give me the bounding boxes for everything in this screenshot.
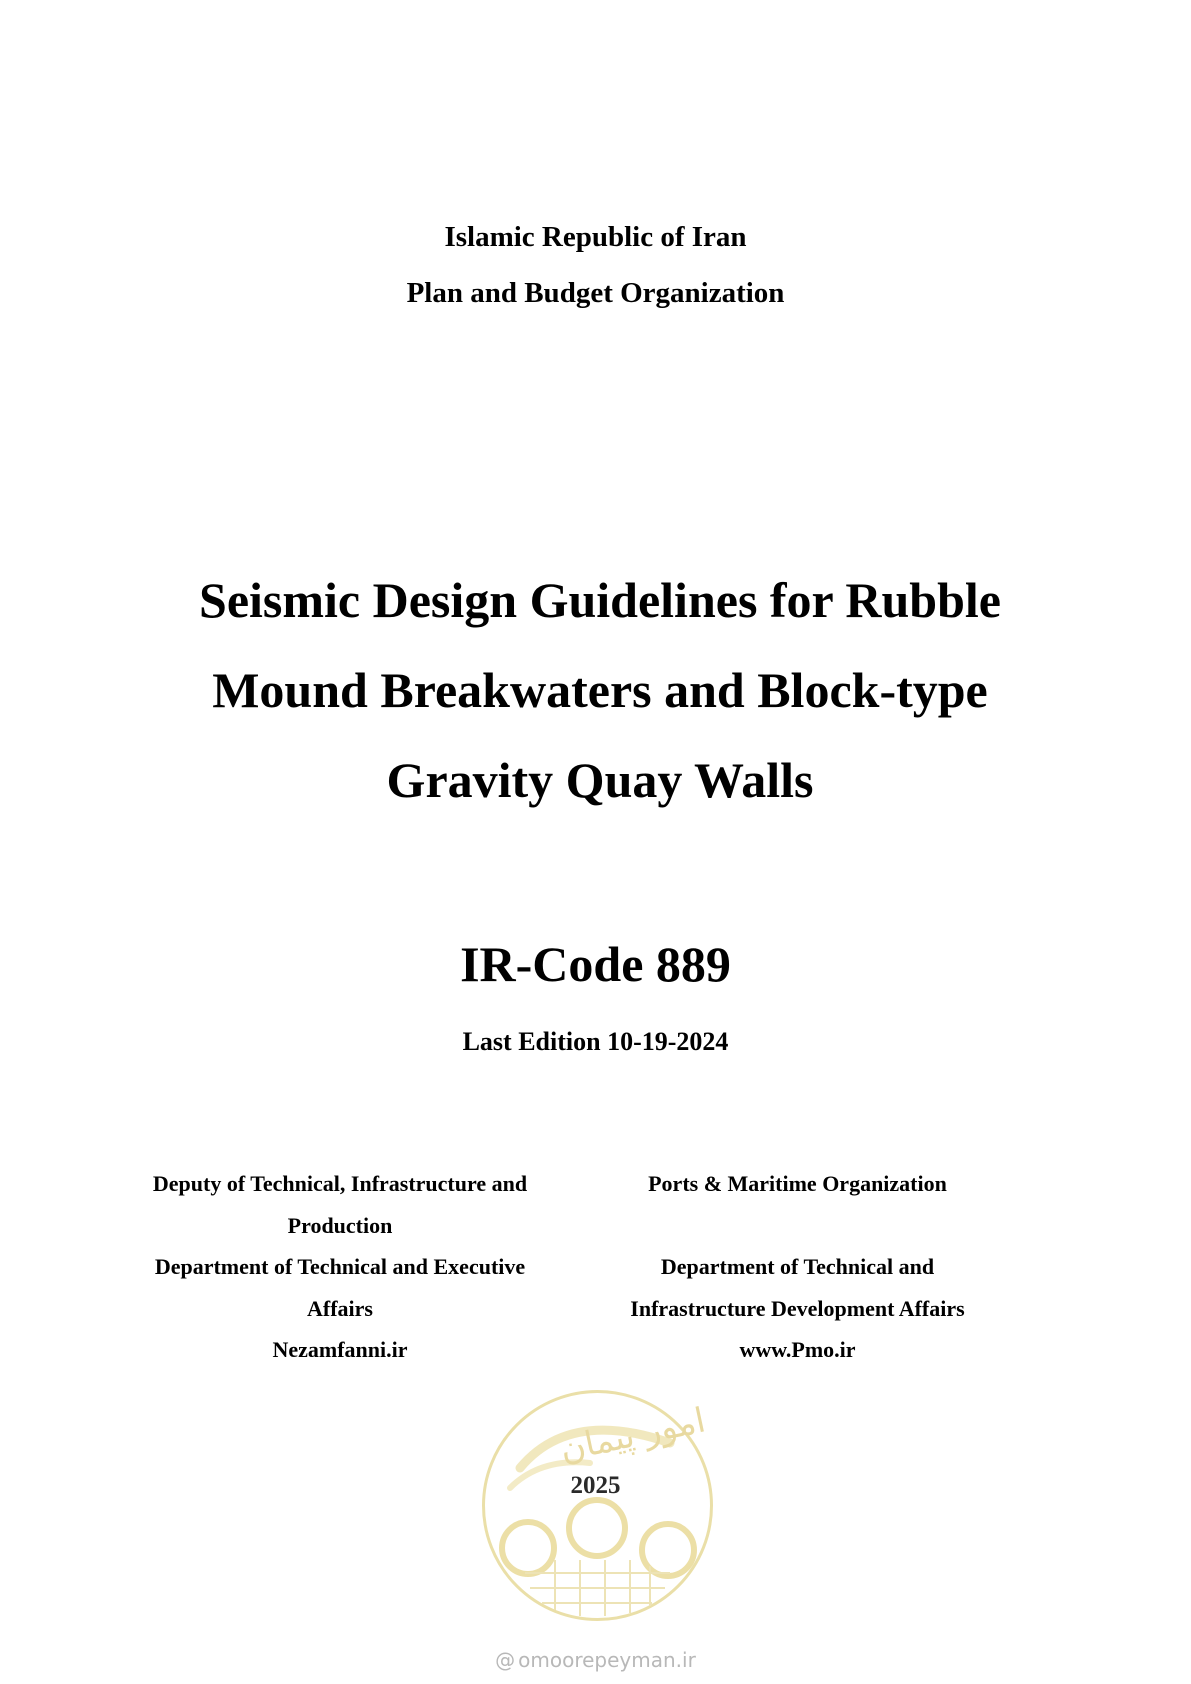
edition-date: Last Edition 10-19-2024 <box>462 1027 729 1056</box>
seal-text: امور پیمان <box>556 1400 709 1471</box>
deputy-line-2: Production <box>287 1212 393 1238</box>
right-website: www.Pmo.ir <box>739 1337 856 1362</box>
title-line-2: Mound Breakwaters and Block-type <box>212 662 988 718</box>
column-spacer <box>580 1205 1015 1247</box>
document-title <box>150 555 1050 825</box>
deputy-line-1: Deputy of Technical, Infrastructure and <box>152 1171 528 1196</box>
issuing-authority <box>0 209 1191 321</box>
left-website: Nezamfanni.ir <box>272 1337 408 1362</box>
watermark-footer <box>0 1648 1191 1672</box>
department-line-1: Department of Technical and <box>660 1254 935 1279</box>
title-line-3: Gravity Quay Walls <box>386 752 814 808</box>
department-line-2: Affairs <box>307 1295 373 1321</box>
code-number: IR-Code 889 <box>460 936 731 992</box>
ports-organization: Ports & Maritime Organization <box>648 1171 947 1196</box>
title-line-1: Seismic Design Guidelines for Rubble <box>199 572 1001 628</box>
left-publisher-column <box>120 1163 560 1371</box>
department-line-1: Department of Technical and Executive <box>154 1254 526 1279</box>
at-icon: @ <box>495 1648 516 1672</box>
seal-watermark-logo <box>480 1388 715 1623</box>
country-name: Islamic Republic of Iran <box>444 221 747 253</box>
organization-name: Plan and Budget Organization <box>406 277 785 309</box>
watermark-text: omoorepeyman.ir <box>518 1648 696 1672</box>
department-line-2: Infrastructure Development Affairs <box>630 1295 965 1321</box>
right-publisher-column <box>580 1163 1015 1371</box>
publication-year: 2025 <box>570 1472 621 1499</box>
